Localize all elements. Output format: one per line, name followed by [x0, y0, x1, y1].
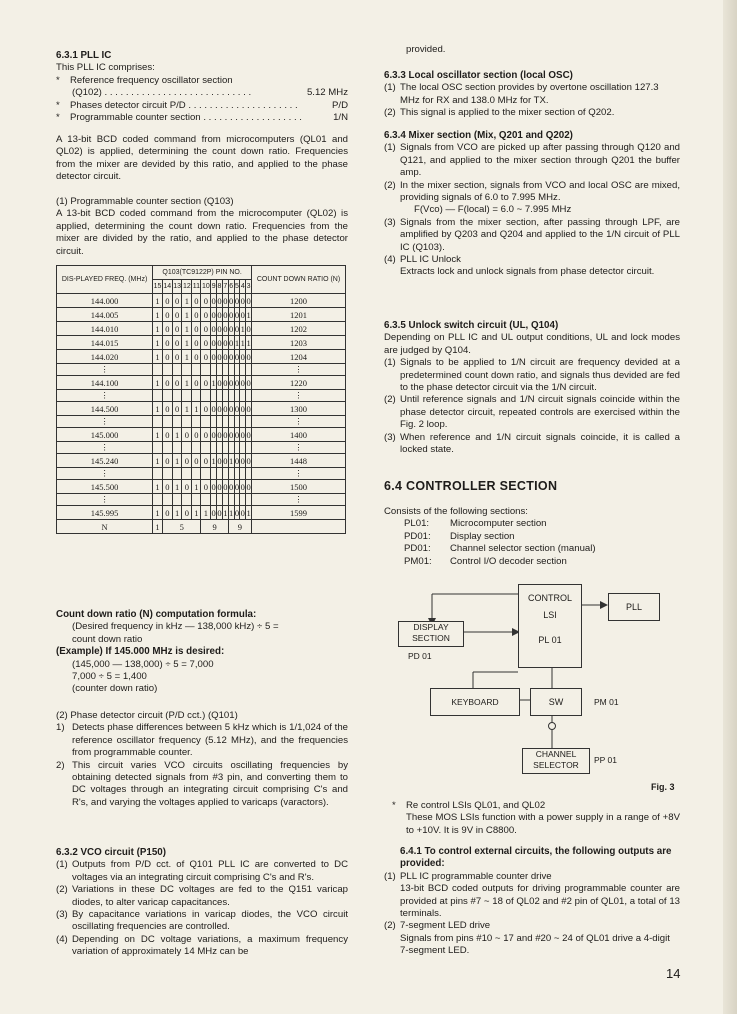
ratio-cell: 1204 [252, 350, 346, 364]
bit-cell: 0 [192, 336, 201, 350]
bit-cell: 1 [240, 323, 245, 334]
bit-cell: 0 [162, 294, 172, 308]
header-count-ratio: COUNT DOWN RATIO (N) [252, 266, 346, 294]
list-item: (2) This signal is applied to the mixer section of Q202. [384, 107, 615, 119]
bit-cell: 0 [162, 428, 172, 442]
bit-cell: 0 [246, 323, 251, 334]
sw-box: SW [530, 688, 582, 716]
ellipsis-cell: ⋮ [252, 364, 346, 376]
bit-cell: 0 [211, 429, 216, 440]
equation: F(Vco) — F(local) = 6.0 ~ 7.995 MHz [414, 204, 572, 216]
bit-cell: 0 [172, 350, 182, 364]
continued-text: provided. [406, 44, 446, 55]
subsection-title: (2) Phase detector circuit (P/D cct.) (Q101) [56, 710, 238, 721]
ellipsis-cell: ⋮ [57, 442, 153, 454]
intro-text: Consists of the following sections: [384, 506, 528, 517]
bit-cell: 0 [192, 350, 201, 364]
bit-cell: 0 [223, 429, 228, 440]
bit-cell: 0 [234, 429, 240, 440]
bit-cell: 1 [182, 322, 192, 336]
header-pin-no: Q103(TC9122P) PIN NO. [153, 266, 252, 280]
pm01-label: PM 01 [594, 697, 619, 707]
formula-title: Count down ratio (N) computation formula: [56, 609, 257, 620]
item-text: This signal is applied to the mixer section of Q202. [400, 107, 615, 119]
bit-cell: 1 [192, 402, 201, 416]
bit-cell: 0 [246, 403, 251, 414]
figure-caption: Fig. 3 [651, 782, 675, 792]
list-item: (2) In the mixer section, signals from VCO and local OSC are mixed, providing signals of 6.0 to 7.995 MHz. [384, 179, 680, 204]
bit-cell: 0 [240, 351, 245, 362]
bit-cell: 0 [240, 507, 245, 518]
list-item: (1) Outputs from P/D cct. of Q101 PLL IC are converted to DC voltages via an integrating circuit comprising C's and R's. [56, 859, 348, 883]
bit-cell: 0 [217, 323, 222, 334]
bit-cell: 0 [201, 376, 211, 390]
list-item: (Q102) . . . . . . . . . . . . . . . . . . . . . . . . . . . . 5.12 MHz [72, 87, 348, 99]
bit-cell: 0 [172, 376, 182, 390]
bit-cell: 1 [172, 454, 182, 468]
bit-cell: 1 [192, 480, 201, 494]
item-text: Detects phase differences between 5 kHz which is 1/1,024 of the reference oscillator frequency (5.12 MHz), and the frequencies from programmable counter. [72, 722, 348, 759]
item-text: Extracts lock and unlock signals from phase detector circuit. [400, 266, 655, 278]
freq-cell: 144.005 [57, 308, 153, 322]
intro-text: This PLL IC comprises: [56, 62, 155, 74]
page-number: 14 [666, 966, 681, 981]
bit-cell: 0 [229, 323, 234, 334]
bit-cell: 0 [211, 309, 216, 320]
bit-cell: 0 [211, 481, 216, 492]
bit-cell: 0 [211, 337, 216, 348]
bit-cell: 0 [211, 507, 216, 518]
bit-cell: 0 [246, 481, 251, 492]
freq-cell: 144.000 [57, 294, 153, 308]
pin-header: 9 [211, 280, 217, 294]
freq-cell: 144.015 [57, 336, 153, 350]
bit-cell: 0 [234, 323, 240, 334]
bit-cell: 0 [211, 351, 216, 362]
bit-cell: 0 [229, 309, 234, 320]
formula-line: (Desired frequency in kHz — 138,000 kHz) ÷ 5 = [72, 621, 279, 633]
item-text: Control I/O decoder section [450, 555, 567, 567]
item-text: Microcomputer section [450, 518, 547, 530]
subsection-title: (1) Programmable counter section (Q103) [56, 196, 234, 207]
bit-cell: 0 [162, 506, 172, 520]
list-item: (1) PLL IC programmable counter drive [384, 870, 552, 882]
bit-cell: 0 [234, 403, 240, 414]
bit-cell: 0 [172, 308, 182, 322]
item-text: In the mixer section, signals from VCO and local OSC are mixed, providing signals of 6.0 to 7.995 MHz. [400, 179, 680, 204]
bit-cell: 0 [201, 308, 211, 322]
bit-cell: 0 [246, 377, 251, 388]
pin-header: 3 [246, 280, 252, 294]
bit-cell: 0 [223, 455, 228, 466]
control-lsi-box [518, 584, 582, 668]
intro-text: Depending on PLL IC and UL output conditions, UL and lock modes are judged by Q104. [384, 332, 680, 356]
bit-cell: 1 [229, 455, 234, 466]
list-item: * Phases detector circuit P/D . . . . . . . . . . . . . . . . . . . . . P/D [56, 99, 348, 111]
box-label: CONTROL [527, 593, 572, 603]
section-title: 6.3.2 VCO circuit (P150) [56, 847, 166, 858]
ellipsis-cell: ⋮ [252, 494, 346, 506]
bit-cell: 0 [182, 428, 192, 442]
bit-cell: 1 [153, 376, 163, 390]
list-item: * Re control LSIs QL01, and QL02 [392, 800, 546, 811]
list-item: (4) PLL IC Unlock [384, 254, 461, 266]
bit-cell: 0 [229, 377, 234, 388]
section-title: 6.3.4 Mixer section (Mix, Q201 and Q202) [384, 130, 573, 141]
bit-cell: 0 [192, 376, 201, 390]
title-text: 6.4.1 To control external circuits, the following outputs are provided: [400, 846, 672, 870]
item-text: Signals from VCO are picked up after passing through Q120 and Q121, and applied to the mixer section through Q201 the buffer amp. [400, 142, 680, 179]
bit-cell: 0 [240, 377, 245, 388]
example-line: (counter down ratio) [72, 683, 158, 695]
pin-header: 12 [182, 280, 192, 294]
pin-header: 7 [222, 280, 228, 294]
bit-cell: 0 [192, 294, 201, 308]
bit-cell: 1 [153, 454, 163, 468]
ellipsis-cell: ⋮ [57, 364, 153, 376]
bit-cell: 0 [172, 336, 182, 350]
item-value: P/D [332, 99, 348, 111]
bit-cell: 0 [246, 351, 251, 362]
list-item: (3) Signals from the mixer section, after passing through LPF, are amplified by Q203 and Q204 and applied to the 1/N circuit of PLL IC (Q103). [384, 216, 680, 253]
bit-cell: 0 [201, 322, 211, 336]
channel-selector-box: CHANNEL SELECTOR [522, 748, 590, 774]
bit-cell: 0 [162, 402, 172, 416]
bit-cell: 0 [234, 377, 240, 388]
bit-cell: 0 [162, 322, 172, 336]
item-text: This circuit varies VCO circuits oscillating frequencies by obtaining detected signals from #3 pin, and converting them to DC voltages through an integrating circuit comprising C's and R's, and varying the voltages applied to varicaps (varactors). [72, 759, 348, 808]
list-item: 2) This circuit varies VCO circuits oscillating frequencies by obtaining detected signals from #3 pin, and converting them to DC voltages through an integrating circuit comprising C's and R's, and varying the voltages applied to varicaps (varactors). [56, 759, 348, 808]
ratio-cell: 1220 [252, 376, 346, 390]
bit-cell: 0 [229, 403, 234, 414]
list-item: * Reference frequency oscillator section [56, 74, 233, 86]
note-text: These MOS LSIs function with a power supply in a range of +8V to +10V. It is 9V in C8800. [406, 812, 680, 836]
bit-cell: 1 [153, 336, 163, 350]
item-text: Until reference signals and 1/N circuit signals coincide within the phase detector circuit, repeated controls are exercised within the Fig. 2 loop. [400, 394, 680, 431]
bit-cell: 0 [229, 351, 234, 362]
bit-cell: 0 [240, 403, 245, 414]
bit-cell: 0 [192, 308, 201, 322]
freq-cell: 145.240 [57, 454, 153, 468]
bit-cell: 0 [217, 377, 222, 388]
example-title: (Example) If 145.000 MHz is desired: [56, 646, 225, 658]
item-title: 7-segment LED drive [400, 920, 491, 932]
freq-cell: 144.020 [57, 350, 153, 364]
bit-cell: 0 [229, 295, 234, 306]
item-text: Phases detector circuit P/D [70, 99, 186, 111]
ratio-cell: 1203 [252, 336, 346, 350]
pll-box: PLL [608, 593, 660, 621]
list-item: (3) When reference and 1/N circuit signals coincide, it is called a locked state. [384, 431, 680, 456]
bit-cell: 0 [201, 480, 211, 494]
bit-cell: 1 [182, 350, 192, 364]
box-label: PL 01 [538, 635, 562, 645]
ratio-cell: 1202 [252, 322, 346, 336]
pin-header: 8 [217, 280, 223, 294]
bit-cell: 0 [217, 429, 222, 440]
ratio-cell: 1200 [252, 294, 346, 308]
item-value: 1/N [333, 112, 348, 124]
lsi-note [384, 800, 680, 837]
bit-cell: 0 [234, 455, 240, 466]
bit-cell: 1 [153, 308, 163, 322]
bit-cell: 0 [217, 507, 222, 518]
list-item: (2) 7-segment LED drive [384, 920, 491, 932]
paragraph: A 13-bit BCD coded command from microcomputers (QL01 and QL02) is applied, determining the count down ratio. Frequencies from the mixer are devided by this ratio, and applied to the phase detector circuit. [56, 134, 348, 183]
bit-cell: 1 [211, 377, 216, 388]
ratio-cell: 1400 [252, 428, 346, 442]
list-item: * Programmable counter section . . . . . . . . . . . . . . . . . . . 1/N [56, 112, 348, 124]
header-displayed-freq: DIS-PLAYED FREQ. (MHz) [57, 266, 153, 294]
bit-cell: 0 [229, 481, 234, 492]
bit-cell: 1 [229, 507, 234, 518]
list-item: (4) Depending on DC voltage variations, a maximum frequency variation of approximately 14 MHz can be [56, 933, 348, 958]
bit-cell: 1 [246, 337, 251, 348]
item-text: Display section [450, 530, 515, 542]
bit-cell: 0 [217, 351, 222, 362]
bit-cell: 1 [246, 309, 251, 320]
item-text: (Q102) [72, 87, 102, 99]
bit-cell: 0 [217, 481, 222, 492]
freq-cell: 145.995 [57, 506, 153, 520]
ellipsis-cell: ⋮ [252, 416, 346, 428]
bit-cell: 0 [182, 480, 192, 494]
bit-cell: 0 [223, 337, 228, 348]
item-text: Signals to be applied to 1/N circuit are frequency devided at a predetermined count down ratio, and signals thus devided are fed to the phase detector circuit via the 1/N circuit. [400, 357, 680, 394]
bit-cell: 0 [223, 295, 228, 306]
item-text: When reference and 1/N circuit signals coincide, it is called a locked state. [400, 431, 680, 456]
item-text: The local OSC section provides by overtone oscillation 127.3 MHz for RX and 138.0 MHz for TX. [400, 82, 659, 106]
bit-cell: 0 [223, 481, 228, 492]
ellipsis-cell: ⋮ [57, 494, 153, 506]
item-text: Variations in these DC voltages are fed to the Q151 varicap diodes, to alter varicap capacitances. [72, 884, 348, 908]
bit-cell: 0 [223, 351, 228, 362]
section-title [384, 846, 680, 871]
bit-cell: 0 [229, 429, 234, 440]
bit-cell: 0 [217, 295, 222, 306]
ellipsis-cell: ⋮ [57, 390, 153, 402]
bit-cell: 0 [211, 323, 216, 334]
box-label: LSI [543, 610, 557, 620]
formula-line: count down ratio [72, 633, 143, 645]
list-item: (2) Until reference signals and 1/N circuit signals coincide within the phase detector circuit, repeated controls are exercised within the Fig. 2 loop. [384, 394, 680, 431]
bit-cell: 0 [201, 402, 211, 416]
item-key: PD01: [404, 530, 431, 542]
bit-cell: 0 [201, 428, 211, 442]
bit-cell: 1 [182, 308, 192, 322]
footer-group: 1 [153, 520, 163, 534]
bit-cell: 0 [201, 454, 211, 468]
bit-cell: 0 [201, 294, 211, 308]
item-text: Signals from pins #10 ~ 17 and #20 ~ 24 of QL01 drive a 4-digit 7-segment LED. [400, 932, 670, 957]
pp01-label: PP 01 [594, 755, 618, 765]
list-item: (3) By capacitance variations in varicap diodes, the VCO circuit oscillating frequencies are controlled. [56, 909, 348, 933]
item-title: PLL IC programmable counter drive [400, 870, 552, 882]
bit-cell: 0 [246, 295, 251, 306]
freq-cell: 144.500 [57, 402, 153, 416]
bit-cell: 0 [234, 295, 240, 306]
display-section-box: DISPLAY SECTION [398, 621, 464, 647]
keyboard-box: KEYBOARD [430, 688, 520, 716]
item-text: By capacitance variations in varicap diodes, the VCO circuit oscillating frequencies are controlled. [72, 909, 348, 933]
bit-cell: 0 [217, 403, 222, 414]
bit-cell: 0 [223, 309, 228, 320]
list-item: (1) The local OSC section provides by overtone oscillation 127.3 MHz for RX and 138.0 MHz for TX. [384, 82, 680, 107]
bit-cell: 0 [240, 455, 245, 466]
pin-header: 11 [192, 280, 201, 294]
bit-cell: 0 [162, 480, 172, 494]
item-text: Programmable counter section [70, 112, 201, 124]
section-6-4-1 [384, 846, 680, 958]
bit-cell: 0 [192, 428, 201, 442]
bit-cell: 0 [192, 322, 201, 336]
item-text: Reference frequency oscillator section [70, 74, 233, 86]
ellipsis-cell: ⋮ [57, 416, 153, 428]
ratio-cell: 1448 [252, 454, 346, 468]
list-item: (1) Signals to be applied to 1/N circuit are frequency devided at a predetermined count down ratio, and signals thus devided are fed to the phase detector circuit via the 1/N circuit. [384, 357, 680, 394]
bit-cell: 0 [201, 350, 211, 364]
item-text: Re control LSIs QL01, and QL02 [406, 800, 546, 811]
bit-cell: 0 [229, 337, 234, 348]
list-item: (1) Signals from VCO are picked up after passing through Q120 and Q121, and applied to the mixer section through Q201 the buffer amp. [384, 142, 680, 179]
ratio-cell: 1500 [252, 480, 346, 494]
bit-cell: 1 [223, 507, 228, 518]
bit-cell: 1 [192, 506, 201, 520]
bit-cell: 0 [172, 322, 182, 336]
ratio-cell: 1201 [252, 308, 346, 322]
bit-cell: 0 [201, 336, 211, 350]
section-title: 6.4 CONTROLLER SECTION [384, 479, 558, 493]
pin-header: 6 [228, 280, 234, 294]
bit-cell: 1 [182, 294, 192, 308]
example-line: 7,000 ÷ 5 = 1,400 [72, 671, 147, 683]
pin-header: 14 [162, 280, 172, 294]
pin-header: 10 [201, 280, 211, 294]
pin-header: 15 [153, 280, 163, 294]
bit-cell: 1 [153, 480, 163, 494]
list-item: 1) Detects phase differences between 5 kHz which is 1/1,024 of the reference oscillator frequency (5.12 MHz), and the frequencies from programmable counter. [56, 722, 348, 759]
bit-cell: 1 [172, 506, 182, 520]
footer-group: 9 [228, 520, 251, 534]
footer-group: 9 [201, 520, 228, 534]
freq-cell: 144.010 [57, 322, 153, 336]
bit-cell: 1 [172, 428, 182, 442]
ratio-cell: 1300 [252, 402, 346, 416]
item-text: Outputs from P/D cct. of Q101 PLL IC are converted to DC voltages via an integrating circuit comprising C's and R's. [72, 859, 348, 883]
ellipsis-cell: ⋮ [252, 442, 346, 454]
item-text: PLL IC Unlock [400, 254, 461, 266]
pin-header: 5 [234, 280, 240, 294]
bit-cell: 1 [153, 322, 163, 336]
bit-cell: 1 [172, 480, 182, 494]
item-text: 13-bit BCD coded outputs for driving programmable counter are provided at pins #7 ~ 18 of QL02 and #2 pin of QL01, a total of 13 terminals. [400, 883, 680, 920]
bit-cell: 1 [153, 294, 163, 308]
section-title: 6.3.1 PLL IC [56, 50, 112, 61]
ratio-cell: 1599 [252, 506, 346, 520]
bit-cell: 1 [240, 337, 245, 348]
bit-cell: 1 [153, 350, 163, 364]
bit-cell: 0 [162, 454, 172, 468]
subsection-text: A 13-bit BCD coded command from the microcomputer (QL02) is applied, determining the count down ratio. Frequencies from the mixer are divided by the ratio, and applied to the phase detector circuit. [56, 208, 348, 257]
bit-cell: 1 [211, 455, 216, 466]
bit-cell: 0 [234, 309, 240, 320]
pd01-label: PD 01 [408, 651, 432, 661]
bit-cell: 1 [182, 376, 192, 390]
bit-cell: 0 [211, 295, 216, 306]
pin-header: 13 [172, 280, 182, 294]
section-title: 6.3.5 Unlock switch circuit (UL, Q104) [384, 320, 559, 331]
bit-cell: 1 [234, 337, 240, 348]
bit-cell: 0 [240, 481, 245, 492]
bit-cell: 0 [217, 337, 222, 348]
bit-cell: 1 [182, 402, 192, 416]
item-key: PD01: [404, 543, 431, 555]
bit-cell: 1 [153, 402, 163, 416]
bit-cell: 0 [182, 454, 192, 468]
bit-cell: 0 [240, 309, 245, 320]
item-key: PM01: [404, 555, 432, 567]
bit-cell: 0 [217, 455, 222, 466]
item-text: Depending on DC voltage variations, a maximum frequency variation of approximately 14 MHz can be [72, 933, 348, 958]
item-key: PL01: [404, 518, 430, 530]
bit-cell: 0 [162, 376, 172, 390]
section-title: 6.3.3 Local oscillator section (local OSC) [384, 70, 573, 81]
item-text: Signals from the mixer section, after passing through LPF, are amplified by Q203 and Q204 and applied to the 1/N circuit of PLL IC (Q103). [400, 216, 680, 253]
bit-cell: 1 [153, 428, 163, 442]
bit-cell: 0 [240, 295, 245, 306]
ellipsis-cell: ⋮ [57, 468, 153, 480]
item-value: 5.12 MHz [306, 87, 348, 99]
bit-cell: 0 [246, 455, 251, 466]
bit-cell: 0 [234, 351, 240, 362]
bit-cell: 0 [211, 403, 216, 414]
bit-cell: 0 [240, 429, 245, 440]
bit-cell: 0 [246, 429, 251, 440]
bit-cell: 0 [162, 350, 172, 364]
item-text: Channel selector section (manual) [450, 543, 596, 555]
footer-n: N [57, 520, 153, 534]
bit-cell: 0 [223, 403, 228, 414]
ellipsis-cell: ⋮ [252, 390, 346, 402]
example-line: (145,000 — 138,000) ÷ 5 = 7,000 [72, 658, 214, 670]
ellipsis-cell: ⋮ [252, 468, 346, 480]
pin-header: 4 [240, 280, 246, 294]
bit-cell: 0 [172, 402, 182, 416]
bit-cell: 0 [217, 309, 222, 320]
bit-cell: 0 [172, 294, 182, 308]
bit-cell: 0 [234, 507, 240, 518]
freq-cell: 144.100 [57, 376, 153, 390]
bit-cell: 0 [234, 481, 240, 492]
bit-cell: 0 [162, 336, 172, 350]
bit-cell: 0 [223, 323, 228, 334]
bit-cell: 1 [201, 506, 211, 520]
bit-cell: 0 [223, 377, 228, 388]
freq-cell: 145.500 [57, 480, 153, 494]
bit-cell: 0 [182, 506, 192, 520]
bit-cell: 1 [153, 506, 163, 520]
bit-cell: 0 [192, 454, 201, 468]
list-item: (2) Variations in these DC voltages are fed to the Q151 varicap diodes, to alter varicap capacitances. [56, 884, 348, 908]
footer-group: 5 [162, 520, 201, 534]
bit-cell: 1 [246, 507, 251, 518]
bit-cell: 1 [182, 336, 192, 350]
bit-cell: 0 [162, 308, 172, 322]
freq-cell: 145.000 [57, 428, 153, 442]
